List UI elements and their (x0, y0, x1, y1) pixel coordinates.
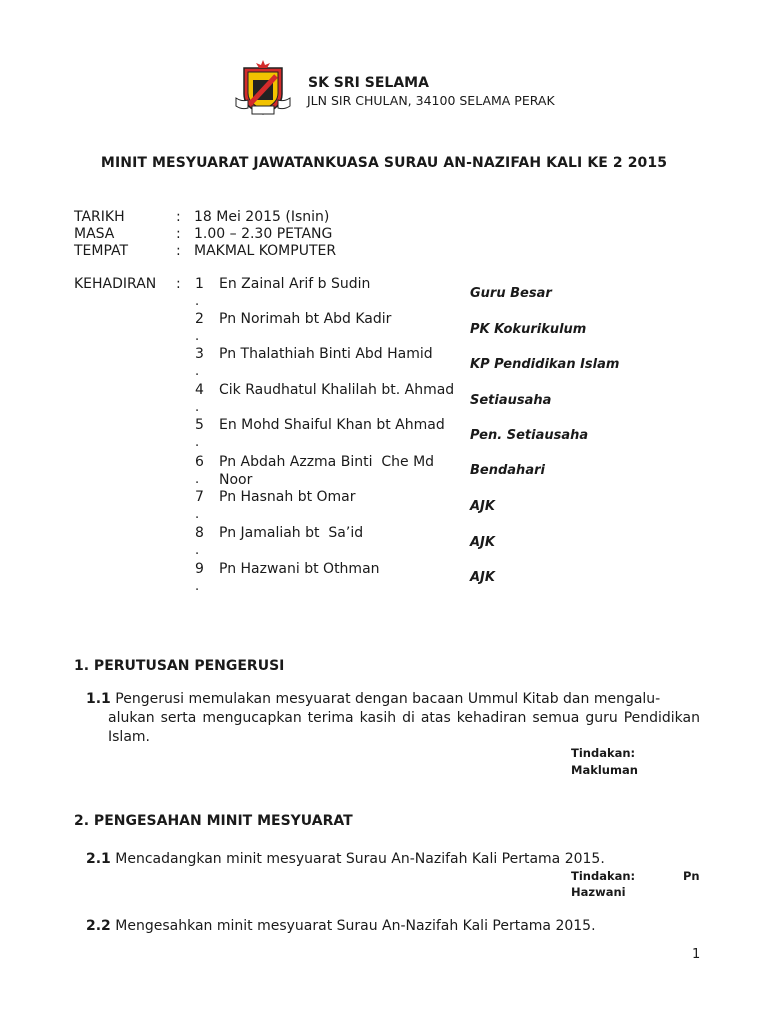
attendee-role: PK Kokurikulum (470, 322, 587, 337)
info-colon: : (176, 226, 181, 242)
section-item-1-1 (86, 690, 700, 747)
document-title: MINIT MESYUARAT JAWATANKUASA SURAU AN-NAZIFAH KALI KE 2 2015 (100, 155, 668, 171)
action-label: Tindakan: (571, 746, 636, 760)
attendee-name: Pn Thalathiah Binti Abd Hamid (219, 346, 433, 362)
info-value-date: 18 Mei 2015 (Isnin) (194, 209, 330, 225)
attendee-name: En Mohd Shaiful Khan bt Ahmad (219, 417, 445, 433)
attendee-number: 9 (195, 561, 204, 577)
school-address: JLN SIR CHULAN, 34100 SELAMA PERAK (307, 93, 555, 108)
attendee-number-dot: . (195, 400, 200, 415)
page-number: 1 (692, 947, 701, 962)
attendee-name-continued: Noor (219, 472, 253, 488)
attendee-role: Pen. Setiausaha (470, 428, 589, 443)
info-value-time: 1.00 – 2.30 PETANG (194, 226, 333, 242)
action-label: Tindakan: (571, 869, 636, 883)
attendee-name: Pn Norimah bt Abd Kadir (219, 311, 392, 327)
attendee-number: 6 (195, 454, 204, 470)
item-number: 1.1 (86, 691, 111, 707)
item-number: 2.1 (86, 851, 111, 867)
attendee-role: AJK (470, 535, 495, 550)
attendee-role: AJK (470, 570, 495, 585)
section-item-2-2 (86, 918, 596, 934)
attendee-name: Pn Hazwani bt Othman (219, 561, 380, 577)
item-number: 2.2 (86, 918, 111, 934)
info-colon: : (176, 209, 181, 225)
attendee-role: KP Pendidikan Islam (470, 357, 620, 372)
attendee-name: Pn Hasnah bt Omar (219, 489, 356, 505)
school-name: SK SRI SELAMA (308, 75, 429, 91)
info-label-time: MASA (74, 226, 115, 242)
attendee-number: 1 (195, 276, 204, 292)
attendee-number: 7 (195, 489, 204, 505)
attendee-number: 3 (195, 346, 204, 362)
attendee-number: 5 (195, 417, 204, 433)
action-assignee: Makluman (571, 763, 638, 777)
attendee-role: Setiausaha (470, 393, 552, 408)
section-heading: 2. PENGESAHAN MINIT MESYUARAT (74, 813, 353, 829)
attendee-number-dot: . (195, 329, 200, 344)
section-heading: 1. PERUTUSAN PENGERUSI (74, 658, 285, 674)
attendee-number-dot: . (195, 543, 200, 558)
attendee-number-dot: . (195, 472, 200, 487)
attendee-name: En Zainal Arif b Sudin (219, 276, 371, 292)
school-crest-icon (234, 58, 292, 118)
attendee-role: Bendahari (470, 463, 545, 478)
section-item-2-1 (86, 851, 605, 867)
info-colon: : (176, 243, 181, 259)
attendee-number-dot: . (195, 364, 200, 379)
action-assignee-continued: Hazwani (571, 885, 626, 899)
attendee-number: 2 (195, 311, 204, 327)
item-text: Mencadangkan minit mesyuarat Surau An-Nazifah Kali Pertama 2015. (115, 851, 605, 867)
item-text-continued: alukan serta mengucapkan terima kasih di atas kehadiran semua guru Pendidikan Islam. (108, 710, 700, 745)
attendee-role: Guru Besar (470, 286, 552, 301)
attendee-number: 8 (195, 525, 204, 541)
attendee-number-dot: . (195, 579, 200, 594)
attendee-role: AJK (470, 499, 495, 514)
attendee-number-dot: . (195, 294, 200, 309)
attendance-label: KEHADIRAN (74, 276, 157, 292)
attendee-name: Pn Jamaliah bt Sa’id (219, 525, 364, 541)
attendee-name: Cik Raudhatul Khalilah bt. Ahmad (219, 382, 455, 398)
attendee-number: 4 (195, 382, 204, 398)
attendee-number-dot: . (195, 435, 200, 450)
info-value-place: MAKMAL KOMPUTER (194, 243, 337, 259)
attendance-colon: : (176, 276, 181, 292)
item-text: Pengerusi memulakan mesyuarat dengan bacaan Ummul Kitab dan mengalu- (115, 691, 661, 707)
attendee-number-dot: . (195, 507, 200, 522)
action-assignee: Pn (683, 869, 700, 883)
attendee-name: Pn Abdah Azzma Binti Che Md (219, 454, 435, 470)
item-text: Mengesahkan minit mesyuarat Surau An-Nazifah Kali Pertama 2015. (115, 918, 596, 934)
info-label-place: TEMPAT (74, 243, 129, 259)
info-label-date: TARIKH (74, 209, 125, 225)
